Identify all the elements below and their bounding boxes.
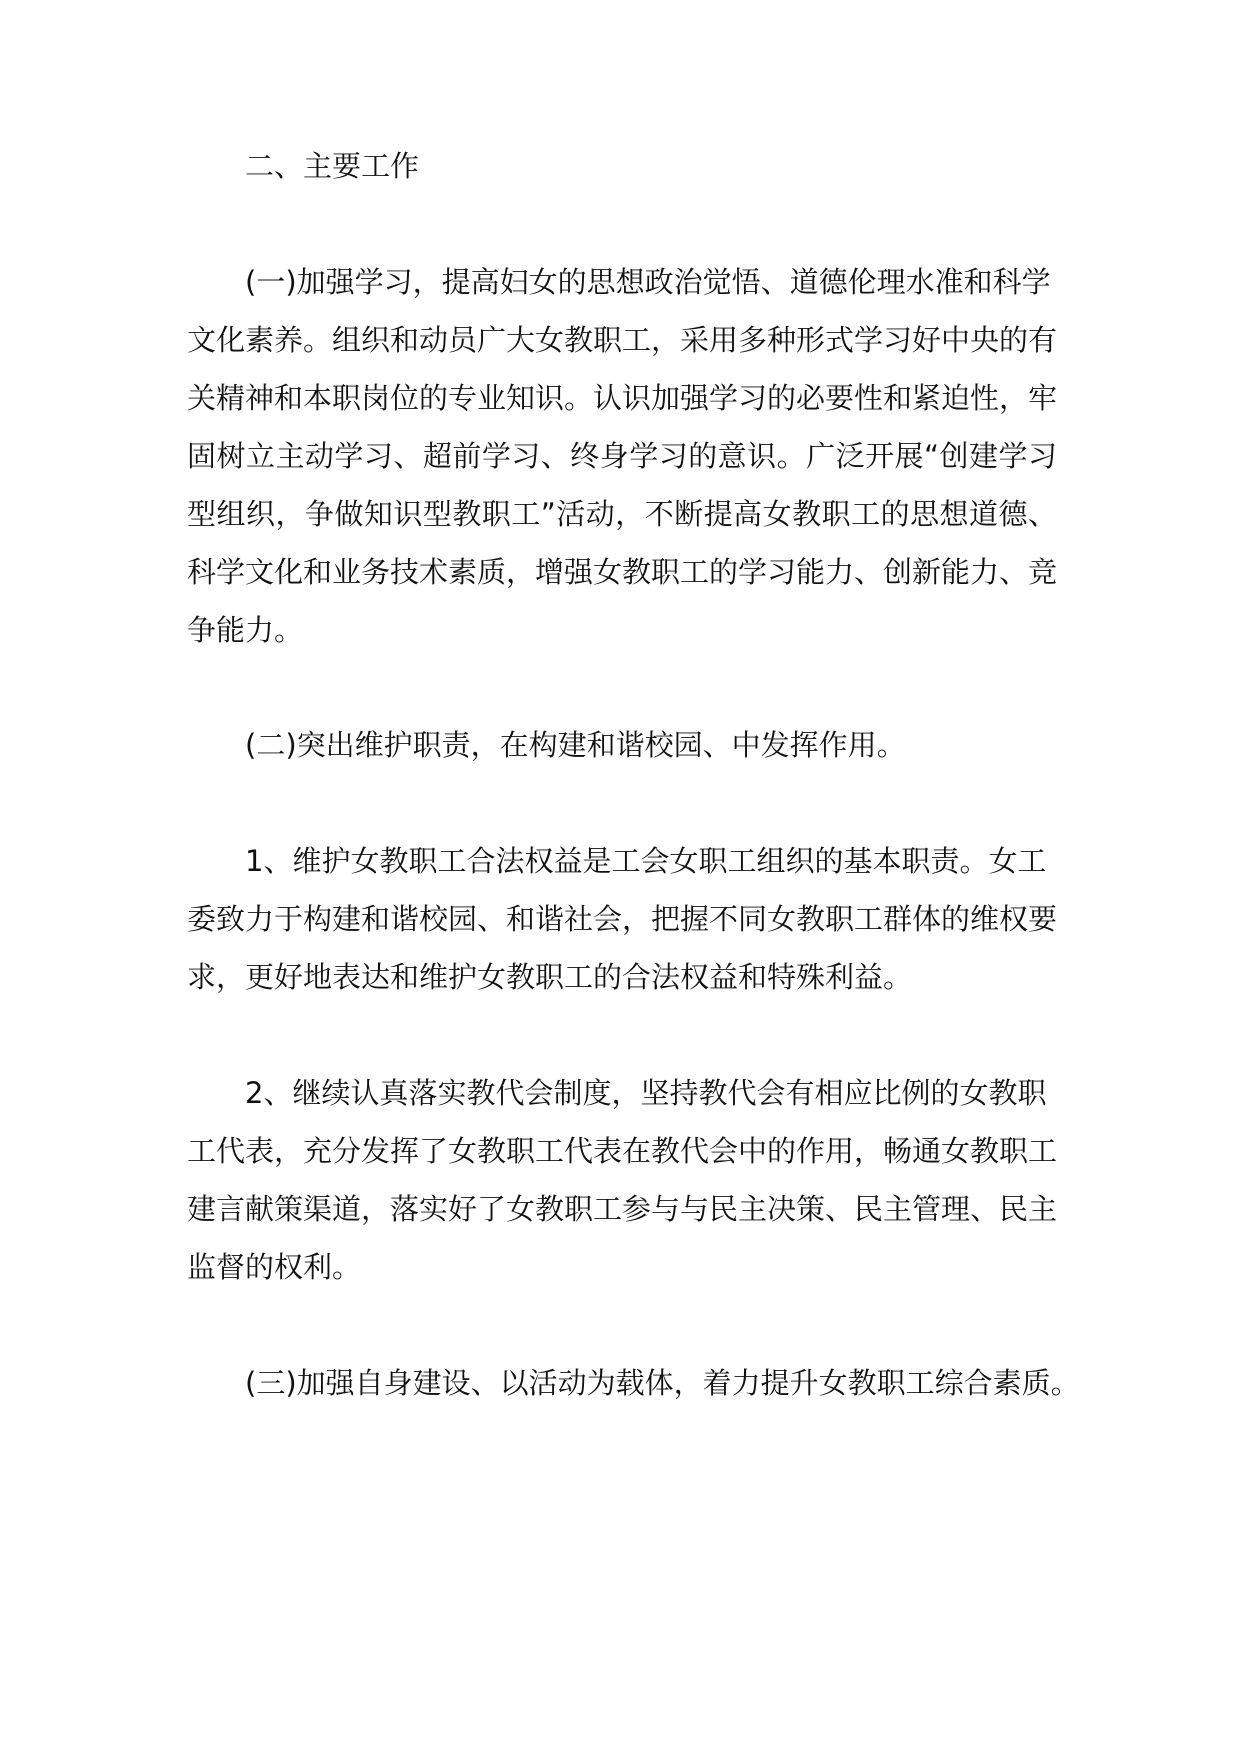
- paragraph-line: 型组织，争做知识型教职工”活动，不断提高女教职工的思想道德、: [187, 497, 1057, 531]
- paragraph-line: 建言献策渠道，落实好了女教职工参与与民主决策、民主管理、民主: [187, 1192, 1058, 1226]
- paragraph-line: 固树立主动学习、超前学习、终身学习的意识。广泛开展“创建学习: [187, 439, 1057, 473]
- paragraph-line: 工代表，充分发挥了女教职工代表在教代会中的作用，畅通女教职工: [187, 1134, 1058, 1168]
- paragraph-line: 科学文化和业务技术素质，增强女教职工的学习能力、创新能力、竞: [187, 555, 1058, 589]
- paragraph-line: (三)加强自身建设、以活动为载体，着力提升女教职工综合素质。: [245, 1366, 1080, 1400]
- paragraph-line: 争能力。: [187, 613, 304, 647]
- paragraph-line: 委致力于构建和谐校园、和谐社会，把握不同女教职工群体的维权要: [187, 902, 1058, 936]
- paragraph-line: 监督的权利。: [187, 1250, 362, 1284]
- paragraph-line: (二)突出维护职责，在构建和谐校园、中发挥作用。: [245, 728, 906, 762]
- paragraph-line: 2、继续认真落实教代会制度，坚持教代会有相应比例的女教职: [245, 1076, 1047, 1110]
- paragraph-line: (一)加强学习，提高妇女的思想政治觉悟、道德伦理水准和科学: [245, 265, 1051, 299]
- paragraph-line: 1、维护女教职工合法权益是工会女职工组织的基本职责。女工: [245, 844, 1047, 878]
- section-heading: 二、主要工作: [245, 149, 420, 183]
- paragraph-line: 文化素养。组织和动员广大女教职工，采用多种形式学习好中央的有: [187, 323, 1058, 357]
- paragraph-line: 求，更好地表达和维护女教职工的合法权益和特殊利益。: [187, 960, 913, 994]
- paragraph-line: 关精神和本职岗位的专业知识。认识加强学习的必要性和紧迫性，牢: [187, 381, 1058, 415]
